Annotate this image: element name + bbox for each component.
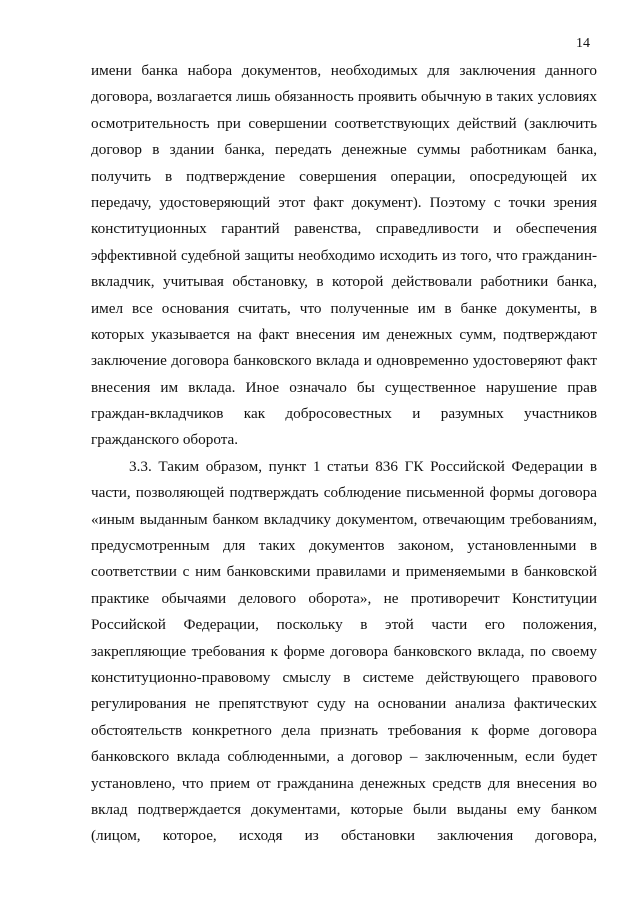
document-body	[91, 58, 597, 850]
text-line: передачу, удостоверяющий этот факт документ). Поэтому с точки зрения	[91, 193, 597, 211]
text-line: части, позволяющей подтверждать соблюдение письменной формы договора	[91, 484, 597, 502]
text-line: соответствии с ним банковскими правилами и применяемыми в банковской	[91, 563, 597, 581]
text-line: 3.3. Таким образом, пункт 1 статьи 836 ГК Российской Федерации в	[129, 457, 597, 475]
text-line: обстоятельств конкретного дела признать требования к форме договора	[91, 721, 597, 739]
text-line: которых указывается на факт внесения им денежных сумм, подтверждают	[91, 325, 597, 343]
text-line: банковского вклада соблюденными, а договор – заключенным, если будет	[91, 748, 597, 766]
text-line: гражданского оборота.	[91, 431, 239, 449]
text-line: договор в здании банка, передать денежные суммы работникам банка,	[91, 141, 597, 159]
text-line: установлено, что прием от гражданина денежных средств для внесения во	[91, 774, 597, 792]
text-line: «иным выданным банком вкладчику документом, отвечающим требованиям,	[91, 510, 597, 528]
page-number: 14	[576, 36, 590, 51]
text-line: получить в подтверждение совершения операции, опосредующей их	[91, 167, 597, 185]
text-line: практике обычаями делового оборота», не противоречит Конституции	[91, 589, 597, 607]
text-line: вклад подтверждается документами, которые были выданы ему банком	[91, 800, 597, 818]
text-line: Российской Федерации, поскольку в этой части его положения,	[91, 616, 597, 634]
text-line: имени банка набора документов, необходимых для заключения данного	[91, 62, 597, 79]
text-line: эффективной судебной защиты необходимо исходить из того, что гражданин-	[91, 246, 597, 264]
text-line: договора, возлагается лишь обязанность проявить обычную в таких условиях	[91, 88, 597, 106]
text-line: граждан-вкладчиков как добросовестных и разумных участников	[91, 405, 597, 423]
text-line: внесения им вклада. Иное означало бы существенное нарушение прав	[91, 378, 597, 396]
text-line: регулирования не препятствуют суду на основании анализа фактических	[91, 695, 597, 713]
paragraph-2	[91, 454, 597, 850]
text-line: закрепляющие требования к форме договора банковского вклада, по своему	[91, 642, 597, 660]
text-line: вкладчик, учитывая обстановку, в которой действовали работники банка,	[91, 273, 597, 291]
text-line: (лицом, которое, исходя из обстановки заключения договора,	[91, 827, 597, 845]
text-line: конституционных гарантий равенства, справедливости и обеспечения	[91, 220, 597, 238]
text-line: конституционно-правовому смыслу в системе действующего правового	[91, 668, 597, 686]
text-line: заключение договора банковского вклада и одновременно удостоверяют факт	[91, 352, 597, 370]
text-line: предусмотренным для таких документов законом, установленными в	[91, 537, 597, 555]
text-line: осмотрительность при совершении соответствующих действий (заключить	[91, 114, 597, 132]
paragraph-1	[91, 58, 597, 454]
text-line: имел все основания считать, что полученные им в банке документы, в	[91, 299, 597, 317]
